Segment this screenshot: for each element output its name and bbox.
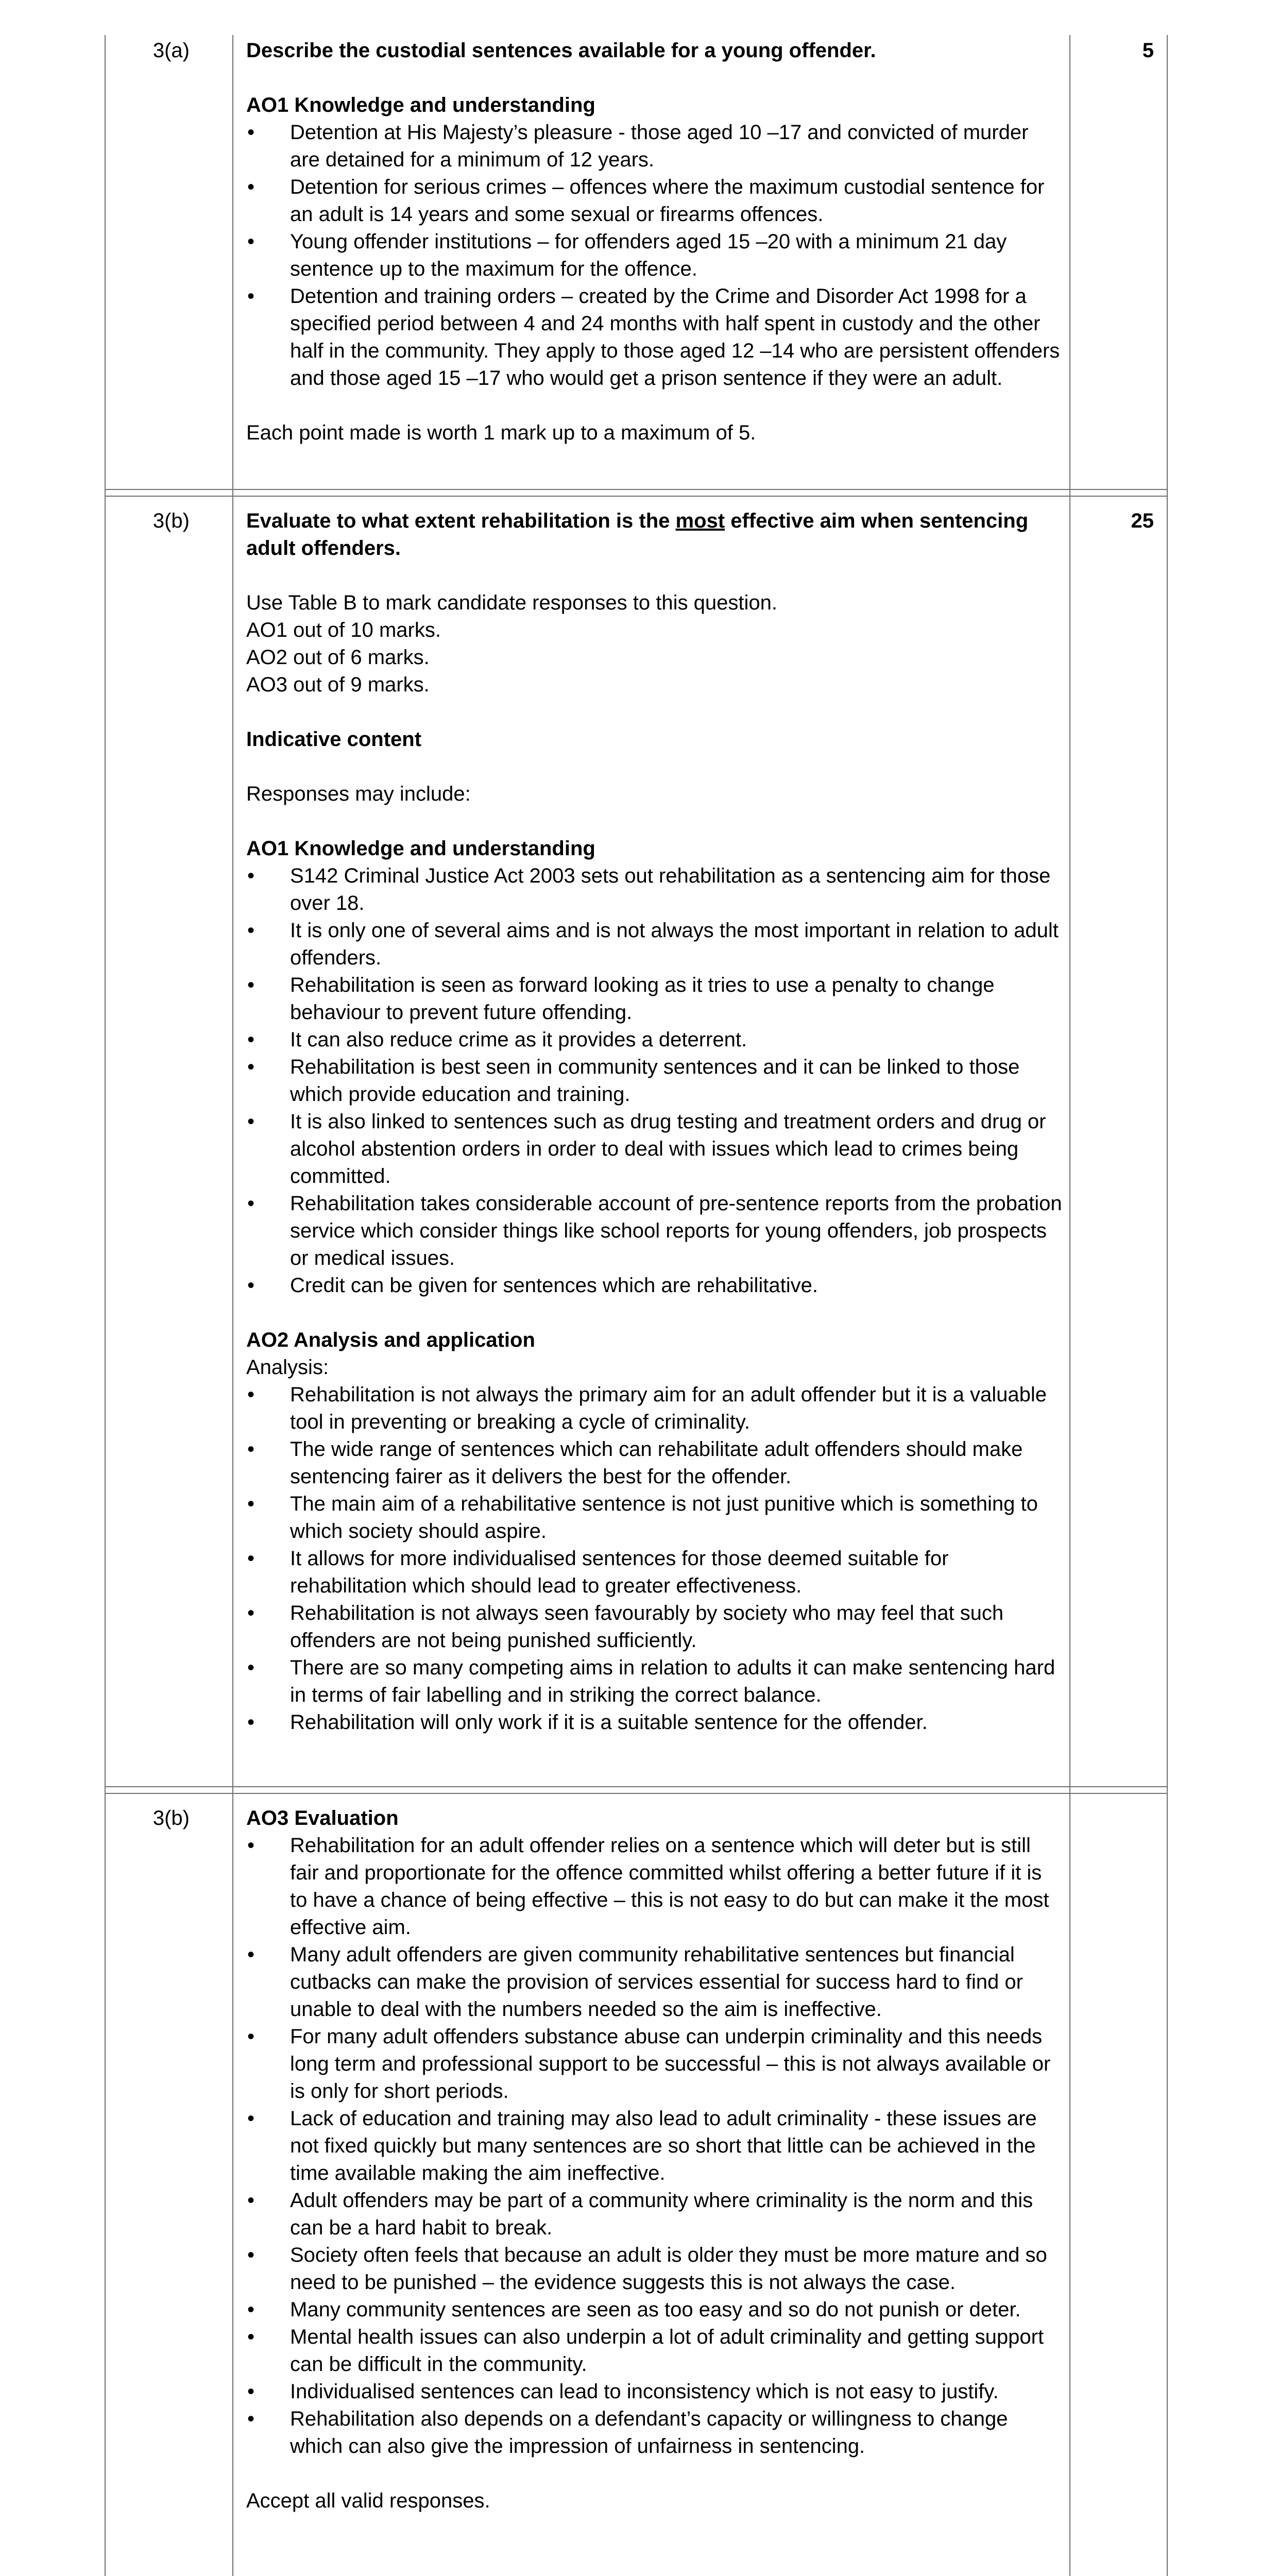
list-item: • It can also reduce crime as it provides a deterrent. <box>247 1028 747 1051</box>
list-item: • For many adult offenders substance abuse can underpin criminality and this needs long term and professional support to be successful – this is not always available or is only for short periods. <box>247 2025 1051 2103</box>
list-item: • Adult offenders may be part of a community where criminality is the norm and this can be a hard habit to break. <box>247 2189 1033 2239</box>
list-item: • Detention at His Majesty’s pleasure - those aged 10 –17 and convicted of murder are detained for a minimum of 12 years. <box>247 121 1029 171</box>
table-border-right <box>1167 35 1168 2576</box>
list-item: • Rehabilitation is not always seen favourably by society who may feel that such offenders are not being punished sufficiently. <box>247 1602 1004 1652</box>
list-item: • Detention for serious crimes – offences where the maximum custodial sentence for an adult is 14 years and some sexual or firearms offences. <box>247 176 1045 226</box>
row-divider-2a <box>105 1786 1168 1787</box>
list-item: • Young offender institutions – for offenders aged 15 –20 with a minimum 21 day sentence up to the maximum for the offence. <box>247 230 1007 280</box>
closing-note-3b: Accept all valid responses. <box>246 2489 490 2512</box>
list-item: • Rehabilitation is not always the primary aim for an adult offender but it is a valuable tool in preventing or breaking a cycle of criminality. <box>247 1383 1047 1433</box>
list-item: • Detention and training orders – created by the Crime and Disorder Act 1998 for a specified period between 4 and 24 months with half spent in custody and the other half in the community. They apply to those aged 12 –14 who are persistent offenders and those aged 15 –17 who would get a prison sentence if they were an adult. <box>247 285 1060 389</box>
ao1-heading-3a: AO1 Knowledge and understanding <box>246 94 595 116</box>
list-item: • Credit can be given for sentences which are rehabilitative. <box>247 1274 818 1297</box>
ao2-subheading: Analysis: <box>246 1356 329 1379</box>
row-divider-1a <box>105 489 1168 490</box>
ao1-list-3a <box>246 119 1063 392</box>
list-item: • Rehabilitation is seen as forward looking as it tries to use a penalty to change behaviour to prevent future offending. <box>247 974 995 1024</box>
instruction-line: Use Table B to mark candidate responses to this question. <box>246 591 777 614</box>
row-divider-1b <box>105 496 1168 497</box>
instruction-line: AO1 out of 10 marks. <box>246 619 441 641</box>
table-divider-col1 <box>232 35 233 2576</box>
list-item: • It is also linked to sentences such as drug testing and treatment orders and drug or alcohol abstention orders in order to deal with issues which lead to crimes being committed. <box>247 1110 1046 1188</box>
question-number-3a: 3(a) <box>152 39 190 62</box>
instruction-line: AO2 out of 6 marks. <box>246 646 430 669</box>
list-item: • Many community sentences are seen as too easy and so do not punish or deter. <box>247 2298 1021 2321</box>
list-item: • There are so many competing aims in relation to adults it can make sentencing hard in terms of fair labelling and in striking the correct balance. <box>247 1656 1055 1706</box>
list-item: • Mental health issues can also underpin a lot of adult criminality and getting support can be difficult in the community. <box>247 2326 1044 2376</box>
ao1-heading-3b: AO1 Knowledge and understanding <box>246 837 595 860</box>
list-item: • Rehabilitation will only work if it is a suitable sentence for the offender. <box>247 1711 928 1734</box>
list-item: • Rehabilitation takes considerable account of pre-sentence reports from the probation service which consider things like school reports for young offenders, job prospects or medical issues. <box>247 1192 1062 1269</box>
content-3b-continued <box>246 1805 1063 2515</box>
list-item: • S142 Criminal Justice Act 2003 sets out rehabilitation as a sentencing aim for those over 18. <box>247 865 1051 914</box>
responses-intro: Responses may include: <box>246 783 471 805</box>
table-border-left <box>105 35 106 2576</box>
closing-note-3a: Each point made is worth 1 mark up to a maximum of 5. <box>246 421 756 444</box>
ao1-list-3b <box>246 862 1063 1299</box>
list-item: • Lack of education and training may also lead to adult criminality - these issues are not fixed quickly but many sentences are so short that little can be achieved in the time available making the aim ineffective. <box>247 2107 1037 2184</box>
list-item: • Many adult offenders are given community rehabilitative sentences but financial cutbacks can make the provision of services essential for success hard to find or unable to deal with the numbers needed so the aim is ineffective. <box>247 1943 1023 2021</box>
question-text-3b: Evaluate to what extent rehabilitation is the most effective aim when sentencing adult offenders. <box>246 510 1029 560</box>
content-3a <box>246 37 1063 447</box>
list-item: • Rehabilitation also depends on a defendant’s capacity or willingness to change which can also give the impression of unfairness in sentencing. <box>247 2408 1008 2458</box>
question-number-3b: 3(b) <box>152 510 190 532</box>
list-item: • It allows for more individualised sentences for those deemed suitable for rehabilitation which should lead to greater effectiveness. <box>247 1547 949 1597</box>
ao3-heading: AO3 Evaluation <box>246 1807 399 1829</box>
table-divider-col2 <box>1069 35 1070 2576</box>
ao2-list <box>246 1381 1063 1736</box>
list-item: • Rehabilitation for an adult offender relies on a sentence which will deter but is still fair and proportionate for the offence committed whilst offering a better future if it is to have a chance of being effective – this is not easy to do but can make it the most effective aim. <box>247 1834 1049 1939</box>
row-divider-2b <box>105 1793 1168 1794</box>
question-number-3b-continued: 3(b) <box>152 1807 190 1829</box>
question-text-3a: Describe the custodial sentences available for a young offender. <box>246 39 876 62</box>
list-item: • Rehabilitation is best seen in community sentences and it can be linked to those which provide education and training. <box>247 1056 1020 1106</box>
list-item: • The wide range of sentences which can rehabilitate adult offenders should make sentencing fairer as it delivers the best for the offender. <box>247 1438 1023 1488</box>
list-item: • Society often feels that because an adult is older they must be more mature and so need to be punished – the evidence suggests this is not always the case. <box>247 2244 1047 2294</box>
list-item: • It is only one of several aims and is not always the most important in relation to adult offenders. <box>247 919 1059 969</box>
content-3b <box>246 507 1063 1736</box>
instruction-line: AO3 out of 9 marks. <box>246 673 430 696</box>
question-marks-3a: 5 <box>1142 39 1154 62</box>
list-item: • Individualised sentences can lead to inconsistency which is not easy to justify. <box>247 2380 999 2403</box>
list-item: • The main aim of a rehabilitative sentence is not just punitive which is something to which society should aspire. <box>247 1493 1038 1543</box>
indicative-content-heading: Indicative content <box>246 728 422 751</box>
question-marks-3b: 25 <box>1131 510 1154 532</box>
ao2-heading: AO2 Analysis and application <box>246 1329 535 1351</box>
ao3-list <box>246 1832 1063 2460</box>
